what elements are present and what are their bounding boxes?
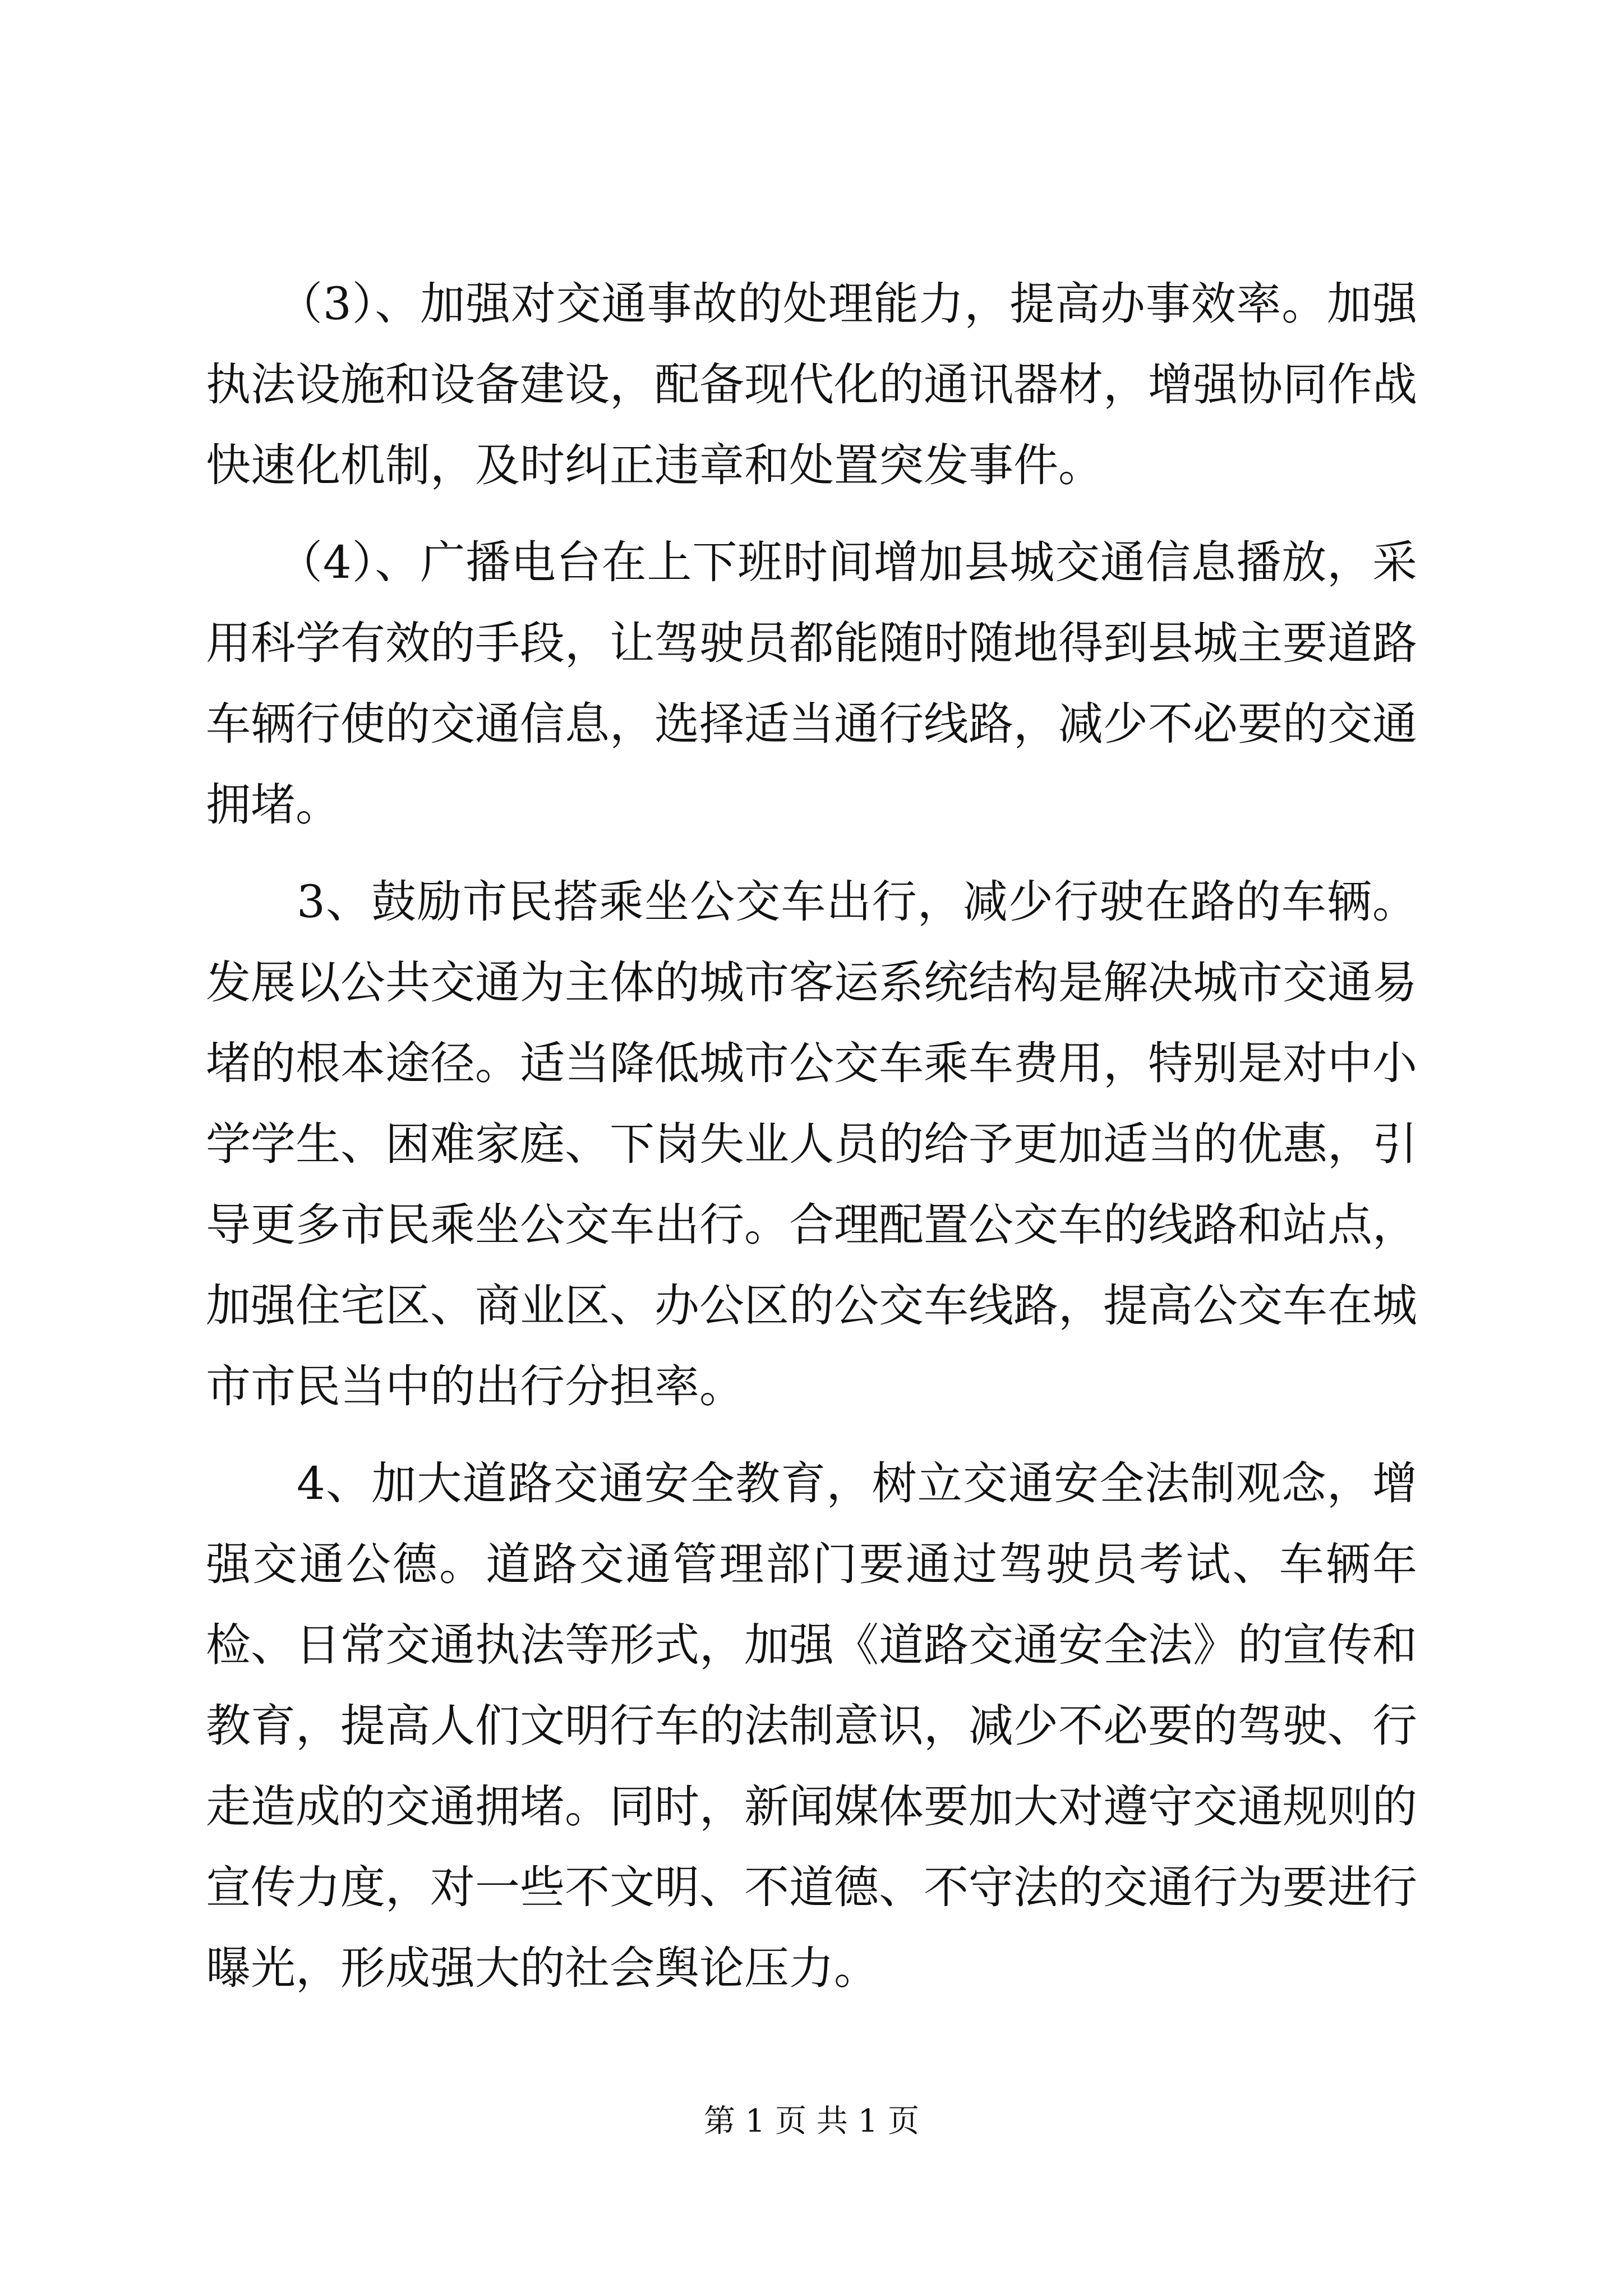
page-footer: 第 1 页 共 1 页 [703, 2103, 920, 2139]
paragraph-3-1-3: （3）、加强对交通事故的处理能力，提高办事效率。加强执法设施和设备建设，配备现代化的通讯器材，增强协同作战快速化机制，及时纠正违章和处置突发事件。 [206, 278, 1417, 491]
paragraph-3-1-4: （4）、广播电台在上下班时间增加县城交通信息播放，采用科学有效的手段，让驾驶员都能随时随地得到县城主要道路车辆行使的交通信息，选择适当通行线路，减少不必要的交通拥堵。 [206, 536, 1417, 831]
paragraph-3: 3、鼓励市民搭乘坐公交车出行，减少行驶在路的车辆。发展以公共交通为主体的城市客运系统结构是解决城市交通易堵的根本途径。适当降低城市公交车乘车费用，特别是对中小学学生、困难家庭、下岗失业人员的给予更加适当的优惠，引导更多市民乘坐公交车出行。合理配置公交车的线路和站点，加强住宅区、商业区、办公区的公交车线路，提高公交车在城市市民当中的出行分担率。 [206, 876, 1417, 1412]
paragraph-4: 4、加大道路交通安全教育，树立交通安全法制观念，增强交通公德。道路交通管理部门要通过驾驶员考试、车辆年检、日常交通执法等形式，加强《道路交通安全法》的宣传和教育，提高人们文明行车的法制意识，减少不必要的驾驶、行走造成的交通拥堵。同时，新闻媒体要加大对遵守交通规则的宣传力度，对一些不文明、不道德、不守法的交通行为要进行曝光，形成强大的社会舆论压力。 [206, 1457, 1417, 1994]
document-body [206, 264, 1417, 2025]
